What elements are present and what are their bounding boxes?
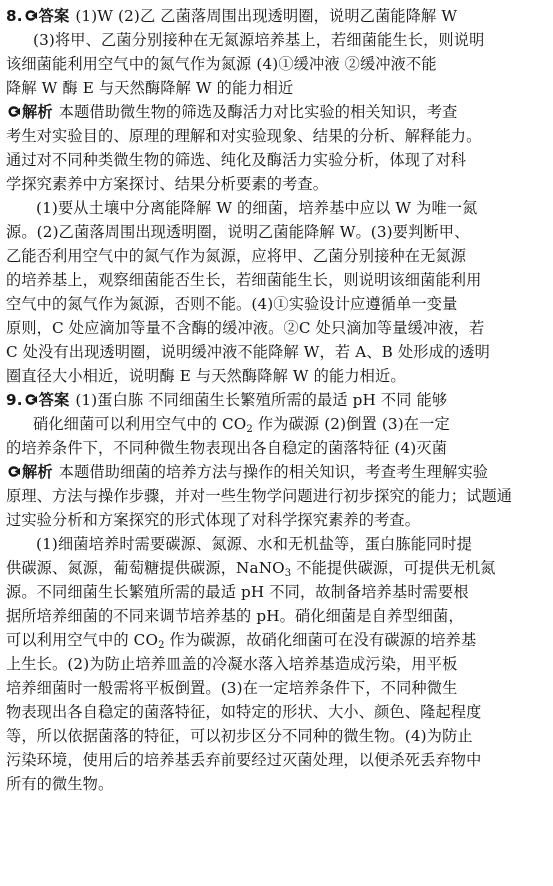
q9-analysis-line-8-head: 可以利用空气中的 CO [6, 631, 159, 649]
q8-analysis-tag: 解析 [22, 103, 53, 121]
q9-analysis-line-4: (1)细菌培养时需要碳源、氮源、水和无机盐等，蛋白胨能同时提 [36, 535, 473, 553]
q9-number: 9. [6, 391, 23, 409]
q9-analysis-line-9: 上生长。(2)为防止培养皿盖的冷凝水落入培养基造成污染，用平板 [6, 655, 458, 673]
q8-analysis-line-3: 通过对不同种类微生物的筛选、纯化及酶活力实验分析，体现了对科 [6, 151, 467, 169]
q8-answer-text: (1)W (2)乙 乙菌落周围出现透明圈，说明乙菌能降解 W [75, 7, 458, 25]
q9-analysis-line-6: 源。不同细菌生长繁殖所需的最适 pH 不同，故制备培养基时需要根 [6, 583, 469, 601]
q8-answer-line-3: 该细菌能利用空气中的氮气作为氮源 (4)①缓冲液 ②缓冲液不能 [6, 55, 437, 73]
q9-analysis-line-13: 污染环境，使用后的培养基丢弃前要经过灭菌处理，以便杀死丢弃物中 [6, 751, 482, 769]
q9-analysis-line-2: 原理、方法与操作步骤，并对一些生物学问题进行初步探究的能力；试题通 [6, 487, 513, 505]
q9-answer-tag: 答案 [38, 391, 70, 409]
q8-analysis-line-8: 的培养基上，观察细菌能否生长，若细菌能生长，则说明该细菌能利用 [6, 271, 482, 289]
analysis-mark-icon [6, 105, 21, 118]
q8-analysis-line-12: 圈直径大小相近，说明酶 E 与天然酶降解 W 的能力相近。 [6, 367, 406, 385]
q9-analysis-line-8-sub: 2 [158, 640, 165, 651]
q9-answer-line-3: 的培养条件下，不同种微生物表现出各自稳定的菌落特征 (4)灭菌 [6, 439, 448, 457]
q9-analysis-line-5-head: 供碳源、氮源，葡萄糖提供碳源，NaNO [6, 559, 285, 577]
q9-analysis-line-7: 据所培养细菌的不同来调节培养基的 pH。硝化细菌是自养型细菌， [6, 607, 464, 625]
q9-analysis-line-5-tail: 不能提供碳源，可提供无机氮 [291, 559, 496, 577]
q8-answer-line-1 [6, 4, 546, 28]
q8-analysis-line-9: 空气中的氮气作为氮源，否则不能。(4)①实验设计应遵循单一变量 [6, 295, 458, 313]
q8-analysis-line-6: 源。(2)乙菌落周围出现透明圈，说明乙菌能降解 W。(3)要判断甲、 [6, 223, 470, 241]
q9-answer-line-2 [6, 412, 546, 436]
q9-analysis-text: 本题借助细菌的培养方法与操作的相关知识，考查考生理解实验 [58, 463, 489, 481]
q8-analysis-line-1 [6, 100, 546, 124]
q9-analysis-line-11: 物表现出各自稳定的菌落特征，如特定的形状、大小、颜色、隆起程度 [6, 703, 482, 721]
answer-mark-icon [23, 9, 38, 22]
q8-analysis-line-5: (1)要从土壤中分离能降解 W 的细菌，培养基中应以 W 为唯一氮 [36, 199, 478, 217]
answer-page [6, 4, 546, 796]
analysis-mark-icon [6, 465, 21, 478]
q8-analysis-line-11: C 处没有出现透明圈，说明缓冲液不能降解 W，若 A、B 处形成的透明 [6, 343, 490, 361]
q9-answer-line-2-sub: 2 [246, 424, 253, 435]
q8-analysis-line-7: 乙能否利用空气中的氮气作为氮源，应将甲、乙菌分别接种在无氮源 [6, 247, 467, 265]
q8-number: 8. [6, 7, 23, 25]
q8-analysis-line-10: 原则，C 处应滴加等量不含酶的缓冲液。②C 处只滴加等量缓冲液，若 [6, 319, 485, 337]
q9-analysis-line-14: 所有的微生物。 [6, 775, 114, 793]
q9-answer-line-2-tail: 作为碳源 (2)倒置 (3)在一定 [252, 415, 450, 433]
q9-answer-text: (1)蛋白胨 不同细菌生长繁殖所需的最适 pH 不同 能够 [75, 391, 448, 409]
q9-analysis-tag: 解析 [22, 463, 53, 481]
q8-answer-line-4: 降解 W 酶 E 与天然酶降解 W 的能力相近 [6, 79, 294, 97]
answer-mark-icon [23, 393, 38, 406]
q9-analysis-line-1 [6, 460, 546, 484]
q9-analysis-line-5-sub: 3 [284, 568, 292, 579]
q8-answer-tag: 答案 [38, 7, 70, 25]
q8-analysis-line-4: 学探究素养中方案探讨、结果分析要素的考查。 [6, 175, 329, 193]
q9-analysis-line-12: 等，所以依据菌落的特征，可以初步区分不同种的微生物。(4)为防止 [6, 727, 473, 745]
q9-answer-line-1 [6, 388, 546, 412]
q8-analysis-text: 本题借助微生物的筛选及酶活力对比实验的相关知识，考查 [58, 103, 458, 121]
q9-analysis-line-5 [6, 556, 546, 580]
q9-analysis-line-3: 过实验分析和方案探究的形式体现了对科学探究素养的考查。 [6, 511, 421, 529]
q9-analysis-line-8-tail: 作为碳源，故硝化细菌可在没有碳源的培养基 [164, 631, 477, 649]
q9-answer-line-2-head: 硝化细菌可以利用空气中的 CO [33, 415, 247, 433]
q8-analysis-line-2: 考生对实验目的、原理的理解和对实验现象、结果的分析、解释能力。 [6, 127, 482, 145]
q9-analysis-line-8 [6, 628, 546, 652]
q9-analysis-line-10: 培养细菌时一般需将平板倒置。(3)在一定培养条件下，不同种微生 [6, 679, 458, 697]
q8-answer-line-2: (3)将甲、乙菌分别接种在无氮源培养基上，若细菌能生长，则说明 [33, 31, 485, 49]
